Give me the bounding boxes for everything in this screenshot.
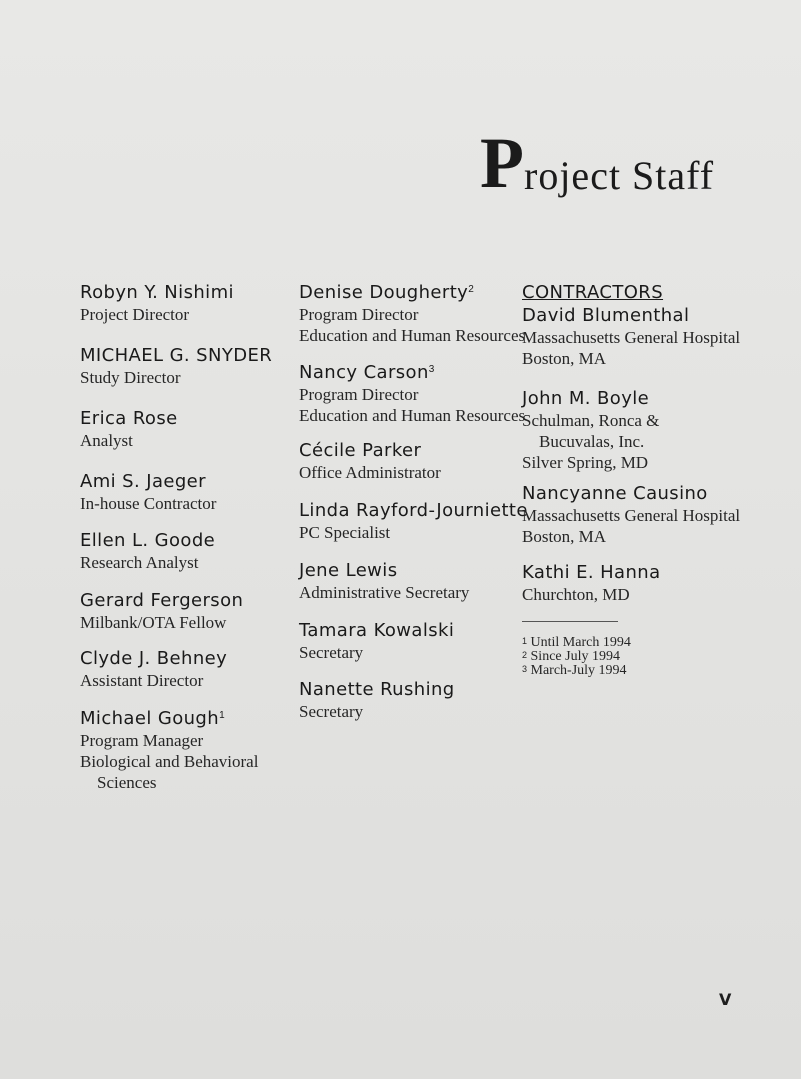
contractor-affiliation: Massachusetts General Hospital bbox=[522, 506, 741, 525]
staff-title: Assistant Director bbox=[80, 671, 204, 690]
staff-title: Administrative Secretary bbox=[299, 583, 470, 602]
staff-title: Secretary bbox=[299, 702, 364, 721]
contractor-location: Silver Spring, MD bbox=[522, 453, 649, 472]
title-text: roject Staff bbox=[524, 153, 715, 198]
staff-title: Analyst bbox=[80, 431, 133, 450]
footnote-marker: 1 bbox=[219, 710, 226, 721]
contractor-affiliation: Schulman, Ronca & bbox=[522, 411, 660, 430]
contractor-entry bbox=[522, 483, 801, 547]
footnote-marker: 3 bbox=[428, 364, 435, 375]
footnote bbox=[522, 664, 722, 678]
staff-title: In-house Contractor bbox=[80, 494, 217, 513]
contractor-location: Boston, MA bbox=[522, 349, 607, 368]
contractor-entry bbox=[522, 562, 801, 605]
contractors-column bbox=[522, 282, 792, 604]
footnote bbox=[522, 636, 722, 650]
contractor-location: Churchton, MD bbox=[522, 585, 630, 604]
staff-title: Program Director bbox=[299, 385, 419, 404]
staff-name: Tamara Kowalski bbox=[299, 620, 455, 641]
staff-title: Program Director bbox=[299, 305, 419, 324]
contractor-entry bbox=[522, 388, 801, 473]
footnote-mark: 2 bbox=[522, 650, 528, 660]
contractor-name: Kathi E. Hanna bbox=[522, 562, 661, 583]
staff-title: Study Director bbox=[80, 368, 181, 387]
staff-name: Ellen L. Goode bbox=[80, 530, 216, 551]
contractors-heading: CONTRACTORS bbox=[522, 282, 664, 303]
footnote bbox=[522, 650, 722, 664]
staff-title: Research Analyst bbox=[80, 553, 199, 572]
contractor-name: Nancyanne Causino bbox=[522, 483, 708, 504]
footnote-text: Since July 1994 bbox=[530, 649, 620, 664]
contractor-location: Boston, MA bbox=[522, 527, 607, 546]
page-title bbox=[480, 123, 780, 203]
staff-title: Milbank/OTA Fellow bbox=[80, 613, 227, 632]
staff-name: Cécile Parker bbox=[299, 440, 422, 461]
staff-entry bbox=[299, 679, 579, 722]
footnote-marker: 2 bbox=[468, 284, 475, 295]
footnote-mark: 1 bbox=[522, 636, 528, 646]
contractor-affiliation: Massachusetts General Hospital bbox=[522, 328, 741, 347]
staff-name-text: Michael Gough bbox=[80, 708, 220, 729]
page-number: V bbox=[719, 990, 732, 1009]
staff-name-text: Nancy Carson bbox=[299, 362, 429, 383]
staff-title: Program Manager bbox=[80, 731, 204, 750]
staff-title: Sciences bbox=[97, 773, 157, 792]
staff-title: Education and Human Resources bbox=[299, 406, 526, 425]
staff-name: Gerard Fergerson bbox=[80, 590, 244, 611]
staff-title: Education and Human Resources bbox=[299, 326, 526, 345]
footnote-text: March-July 1994 bbox=[530, 663, 627, 678]
contractor-entry bbox=[522, 305, 801, 369]
footnotes bbox=[522, 636, 722, 678]
staff-name: Jene Lewis bbox=[299, 560, 398, 581]
staff-name: Nanette Rushing bbox=[299, 679, 455, 700]
staff-title: Project Director bbox=[80, 305, 190, 324]
contractor-name: David Blumenthal bbox=[522, 305, 690, 326]
staff-name: MICHAEL G. SNYDER bbox=[80, 345, 273, 366]
staff-title: Biological and Behavioral bbox=[80, 752, 259, 771]
staff-name: Erica Rose bbox=[80, 408, 178, 429]
footnote-mark: 3 bbox=[522, 664, 528, 674]
staff-name: Linda Rayford-Journiette bbox=[299, 500, 528, 521]
staff-title: PC Specialist bbox=[299, 523, 391, 542]
footnote-text: Until March 1994 bbox=[530, 635, 631, 650]
staff-name: Robyn Y. Nishimi bbox=[80, 282, 234, 303]
footnote-rule bbox=[522, 621, 618, 622]
staff-name: Ami S. Jaeger bbox=[80, 471, 206, 492]
contractor-affiliation: Bucuvalas, Inc. bbox=[539, 432, 645, 451]
staff-name: Clyde J. Behney bbox=[80, 648, 228, 669]
staff-name-text: Denise Dougherty bbox=[299, 282, 469, 303]
staff-title: Secretary bbox=[299, 643, 364, 662]
staff-title: Office Administrator bbox=[299, 463, 441, 482]
contractor-name: John M. Boyle bbox=[522, 388, 650, 409]
title-drop-cap: P bbox=[480, 123, 524, 203]
